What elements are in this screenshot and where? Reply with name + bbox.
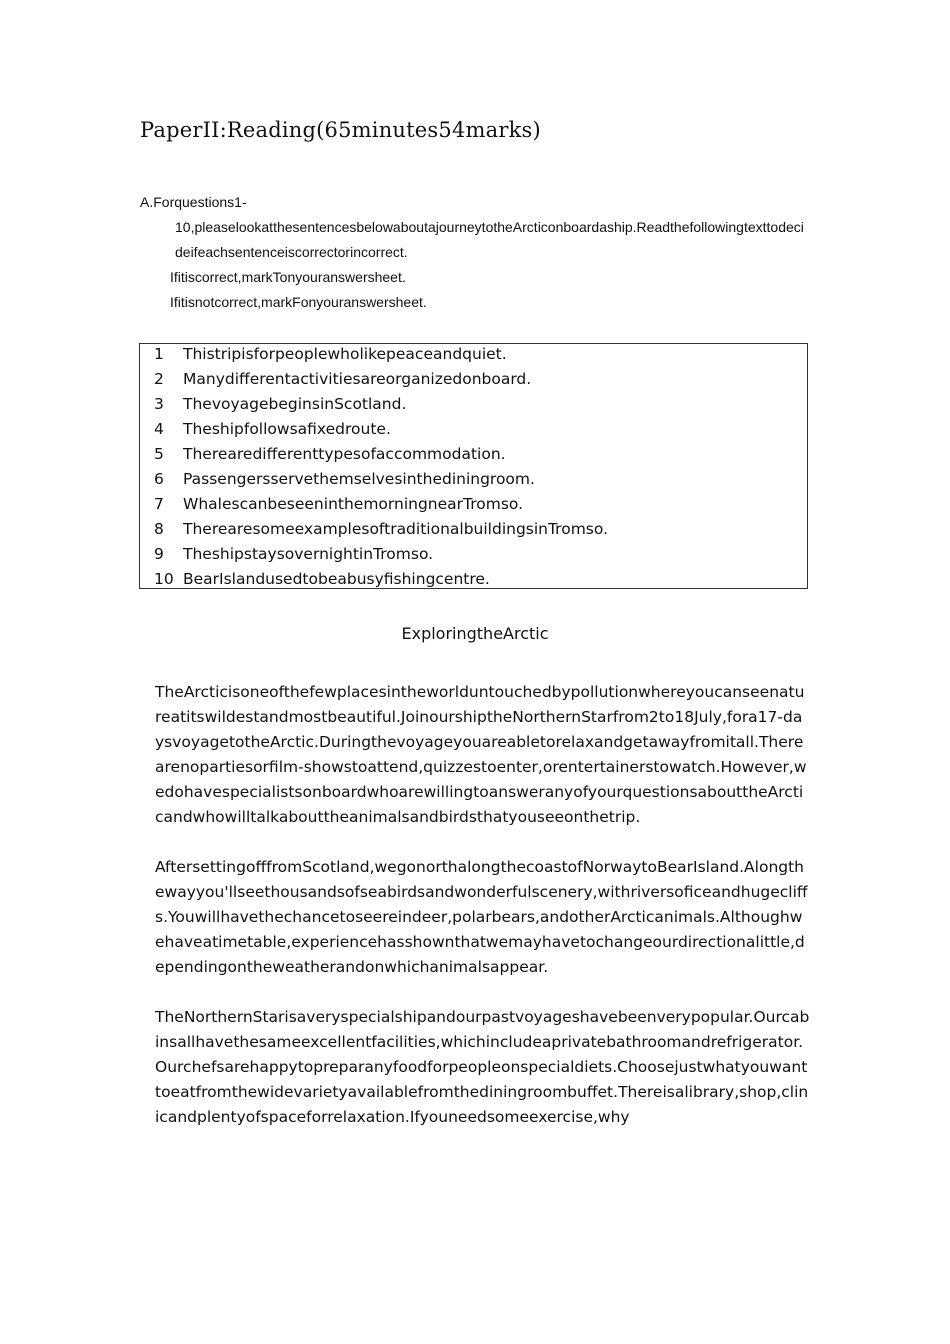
passage-paragraph: TheArcticisoneofthefewplacesintheworlduntouchedbypollutionwhereyoucanseenatureatitswildestandmostbeautiful.JoinourshiptheNorthernStarfrom2to18July,fora17-daysvoyagetotheArctic.Duringthevoyageyouareabletorelaxandgetawayfromitall.Therearenopartiesorfilm-showstoattend,quizzestoenter,orentertainerstowatch.However,wedohavespecialistsonboardwhoarewillingtoansweranyofyourquestionsabouttheArcticandwhowilltalkabouttheanimalsandbirdsthatyouseeonthetrip. bbox=[155, 683, 807, 826]
question-row bbox=[140, 344, 807, 369]
instructions-rule-false: Ifitisnotcorrect,markFonyouranswersheet. bbox=[170, 294, 427, 310]
question-text: Thistripisforpeoplewholikepeaceandquiet. bbox=[183, 345, 507, 363]
question-text: Manydifferentactivitiesareorganizedonboard. bbox=[183, 370, 532, 388]
question-row bbox=[140, 369, 807, 394]
instructions-rule-true: Ifitiscorrect,markTonyouranswersheet. bbox=[170, 269, 406, 285]
instructions-block bbox=[140, 190, 820, 315]
passage-body bbox=[155, 680, 810, 1155]
question-number: 9 bbox=[154, 545, 164, 563]
question-number: 2 bbox=[154, 370, 164, 388]
question-row bbox=[140, 569, 807, 594]
instructions-intro-rest: 10,pleaselookatthesentencesbelowaboutajourneytotheArcticonboardaship.Readthefollowingtexttodecideifeachsentenceiscorrectorincorrect. bbox=[175, 219, 804, 260]
question-text: TherearesomeexamplesoftraditionalbuildingsinTromso. bbox=[183, 520, 609, 538]
question-row bbox=[140, 469, 807, 494]
passage-title: ExploringtheArctic bbox=[401, 624, 549, 643]
question-text: Therearedifferenttypesofaccommodation. bbox=[183, 445, 506, 463]
question-row bbox=[140, 394, 807, 419]
question-number: 5 bbox=[154, 445, 164, 463]
question-row bbox=[140, 444, 807, 469]
question-row bbox=[140, 519, 807, 544]
question-number: 6 bbox=[154, 470, 164, 488]
instructions-intro-first: A.Forquestions1- bbox=[140, 194, 247, 210]
question-text: BearIslandusedtobeabusyfishingcentre. bbox=[183, 570, 490, 588]
question-text: WhalescanbeseeninthemorningnearTromso. bbox=[183, 495, 524, 513]
question-number: 8 bbox=[154, 520, 164, 538]
question-row bbox=[140, 544, 807, 569]
question-number: 3 bbox=[154, 395, 164, 413]
question-number: 1 bbox=[154, 345, 164, 363]
question-text: ThevoyagebeginsinScotland. bbox=[183, 395, 407, 413]
question-number: 10 bbox=[154, 570, 174, 588]
questions-table bbox=[139, 343, 808, 589]
passage-paragraph: AftersettingofffromScotland,wegonorthalongthecoastofNorwaytoBearIsland.Alongthewayyou'llseethousandsofseabirdsandwonderfulscenery,withriversoficeandhugecliffs.Youwillhavethechancetoseereindeer,polarbears,andotherArcticanimals.Althoughwehaveatimetable,experiencehasshownthatwemayhavetochangeourdirectionalittle,dependingontheweatherandonwhichanimalsappear. bbox=[155, 858, 808, 976]
question-number: 7 bbox=[154, 495, 164, 513]
question-text: Theshipfollowsafixedroute. bbox=[183, 420, 391, 438]
question-text: Passengersservethemselvesinthediningroom. bbox=[183, 470, 535, 488]
question-text: TheshipstaysovernightinTromso. bbox=[183, 545, 434, 563]
question-row bbox=[140, 419, 807, 444]
question-row bbox=[140, 494, 807, 519]
question-number: 4 bbox=[154, 420, 164, 438]
page-title: PaperII:Reading(65minutes54marks) bbox=[140, 118, 541, 142]
passage-paragraph: TheNorthernStarisaveryspecialshipandourpastvoyageshavebeenverypopular.Ourcabinsallhavethesameexcellentfacilities,whichincludeaprivatebathroomandrefrigerator.Ourchefsarehappytopreparanyfoodforpeopleonspecialdiets.Choosejustwhatyouwanttoeatfromthewidevarietyavailablefromthediningroombuffet.Thereisalibrary,shop,clinicandplentyofspaceforrelaxation.Ifyouneedsomeexercise,why bbox=[155, 1008, 810, 1126]
